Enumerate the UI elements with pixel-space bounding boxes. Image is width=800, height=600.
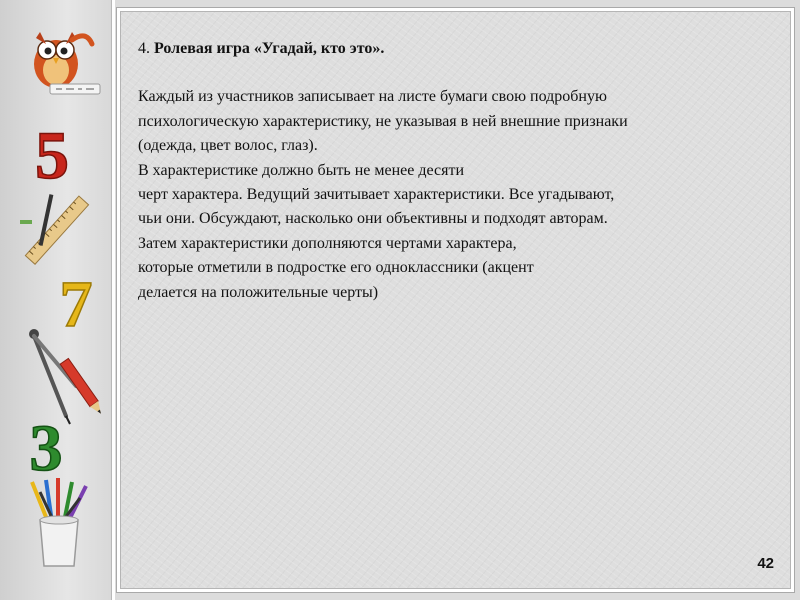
body-line: черт характера. Ведущий зачитывает характеристики. Все угадывают, xyxy=(138,186,615,204)
svg-text:5: 5 xyxy=(35,118,69,188)
owl-icon xyxy=(16,20,108,96)
page-number: 42 xyxy=(757,555,774,572)
body-line: Каждый из участников записывает на листе бумаги свою подробную xyxy=(138,88,607,106)
pencil-cup-icon xyxy=(18,478,102,570)
body-line: делается на положительные черты) xyxy=(138,283,379,301)
body-text xyxy=(138,85,778,305)
body-line: психологическую характеристику, не указывая в ней внешние признаки xyxy=(138,112,628,130)
body-line: В характеристике должно быть не менее десяти xyxy=(138,161,465,179)
heading-title: Ролевая игра «Угадай, кто это». xyxy=(154,40,385,57)
heading-number: 4. xyxy=(138,40,150,57)
body-line: (одежда, цвет волос, глаз). xyxy=(138,137,318,155)
digit-5-icon xyxy=(22,118,82,188)
slide-content xyxy=(138,37,778,305)
digit-3-icon xyxy=(18,410,74,480)
slide-heading xyxy=(138,37,778,61)
body-line: Затем характеристики дополняются чертами характера, xyxy=(138,234,517,252)
decorative-sidebar xyxy=(0,0,115,600)
svg-text:3: 3 xyxy=(29,412,63,480)
body-line: чьи они. Обсуждают, насколько они объективны и подходят авторам. xyxy=(138,210,608,228)
ruler-icon xyxy=(14,192,98,272)
body-line: которые отметили в подростке его одноклассники (акцент xyxy=(138,259,534,277)
svg-text:7: 7 xyxy=(59,268,93,334)
digit-7-icon xyxy=(50,268,102,334)
